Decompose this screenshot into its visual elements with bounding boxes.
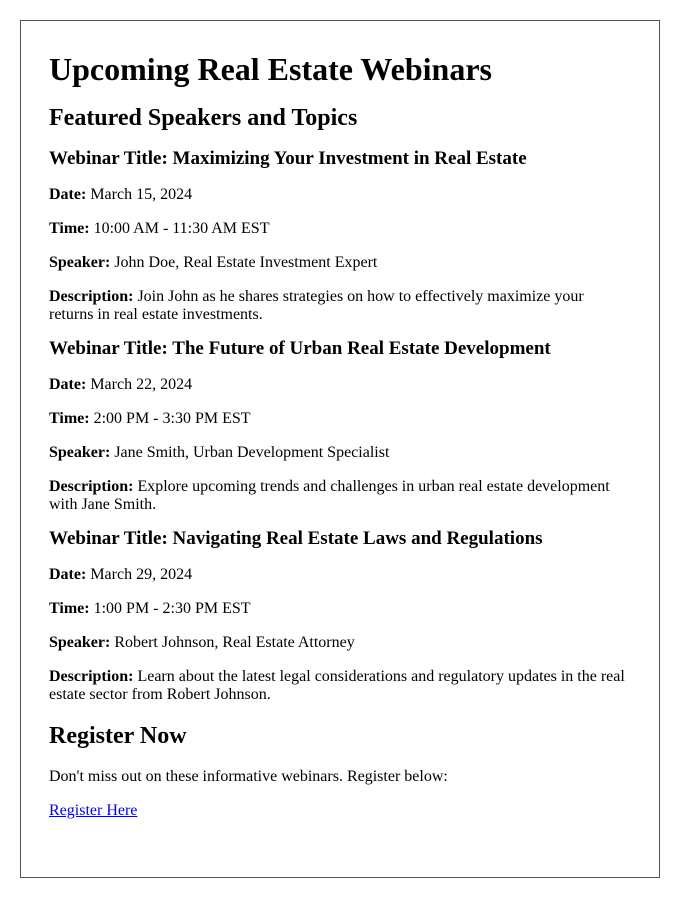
register-link[interactable]: Register Here [49,802,138,819]
webinar-title-prefix: Webinar Title: [49,338,173,359]
description-value: Explore upcoming trends and challenges in urban real estate development with Jane Smith. [49,478,610,513]
webinar-time [49,600,631,618]
speaker-label: Speaker: [49,254,111,271]
webinar-description [49,288,631,324]
description-label: Description: [49,288,134,305]
webinar-title-prefix: Webinar Title: [49,148,173,169]
page-title: Upcoming Real Estate Webinars [49,51,492,87]
description-value: Join John as he shares strategies on how to effectively maximize your returns in real estate investments. [49,288,584,323]
register-text: Don't miss out on these informative webinars. Register below: [49,768,448,785]
webinar-entry [49,528,631,704]
date-label: Date: [49,566,87,583]
webinar-entry [49,148,631,324]
description-value: Learn about the latest legal considerations and regulatory updates in the real estate sector from Robert Johnson. [49,668,625,703]
speaker-label: Speaker: [49,634,111,651]
webinar-entry [49,338,631,514]
webinar-speaker [49,634,631,652]
register-link-container [49,802,631,820]
date-label: Date: [49,186,87,203]
date-value: March 29, 2024 [90,566,193,583]
time-value: 2:00 PM - 3:30 PM EST [93,410,251,427]
date-value: March 15, 2024 [90,186,193,203]
date-value: March 22, 2024 [90,376,193,393]
page-subtitle: Featured Speakers and Topics [49,105,358,131]
webinar-title-text: The Future of Urban Real Estate Development [172,338,551,359]
time-value: 1:00 PM - 2:30 PM EST [93,600,251,617]
time-label: Time: [49,410,90,427]
webinar-time [49,220,631,238]
webinar-description [49,478,631,514]
webinar-title-text: Navigating Real Estate Laws and Regulations [172,528,543,549]
time-value: 10:00 AM - 11:30 AM EST [93,220,270,237]
speaker-value: Jane Smith, Urban Development Specialist [114,444,390,461]
webinar-description [49,668,631,704]
webinar-speaker [49,444,631,462]
webinar-date [49,566,631,584]
register-heading: Register Now [49,723,187,749]
speaker-value: John Doe, Real Estate Investment Expert [114,254,378,271]
description-label: Description: [49,478,134,495]
webinar-title [49,148,631,170]
time-label: Time: [49,600,90,617]
webinar-title [49,528,631,550]
time-label: Time: [49,220,90,237]
webinar-title [49,338,631,360]
webinar-date [49,376,631,394]
description-label: Description: [49,668,134,685]
webinar-title-text: Maximizing Your Investment in Real Estate [172,148,527,169]
webinar-date [49,186,631,204]
speaker-label: Speaker: [49,444,111,461]
webinar-time [49,410,631,428]
speaker-value: Robert Johnson, Real Estate Attorney [114,634,355,651]
webinar-title-prefix: Webinar Title: [49,528,173,549]
webinar-speaker [49,254,631,272]
document-page [20,20,660,878]
date-label: Date: [49,376,87,393]
